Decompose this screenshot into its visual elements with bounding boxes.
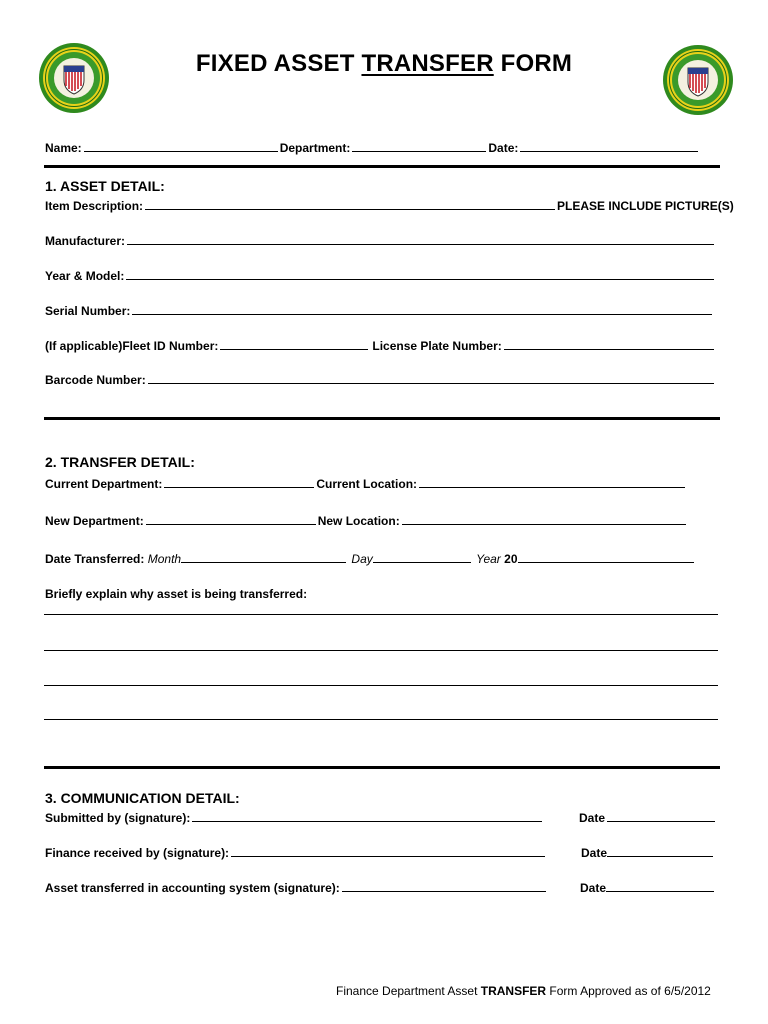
explain-line[interactable] <box>44 685 718 686</box>
current-location-field[interactable] <box>419 476 685 488</box>
year-model-label: Year & Model: <box>45 269 125 283</box>
submitted-by-signature-field[interactable] <box>192 810 542 822</box>
barcode-label: Barcode Number: <box>45 373 146 387</box>
submitted-row <box>45 810 544 825</box>
finance-row <box>45 845 547 860</box>
name-label: Name: <box>45 141 82 155</box>
item-description-row <box>45 198 734 213</box>
asset-transferred-label: Asset transferred in accounting system (signature): <box>45 881 340 895</box>
item-description-label: Item Description: <box>45 199 144 213</box>
form-title <box>0 50 768 78</box>
title-emphasis: TRANSFER <box>361 50 494 77</box>
name-field[interactable] <box>84 140 278 152</box>
new-location-field[interactable] <box>402 513 686 525</box>
title-suffix: FORM <box>493 50 573 77</box>
year-model-row <box>45 268 716 283</box>
year-field[interactable] <box>518 551 694 563</box>
manufacturer-row <box>45 233 716 248</box>
serial-number-label: Serial Number: <box>45 304 131 318</box>
footer-emphasis: TRANSFER <box>480 984 547 998</box>
fleet-id-label: (If applicable)Fleet ID Number: <box>45 339 219 353</box>
submitted-date-row <box>579 810 717 825</box>
new-department-field[interactable] <box>146 513 316 525</box>
current-department-label: Current Department: <box>45 477 163 491</box>
day-label: Day <box>351 552 373 566</box>
footer-note <box>336 984 711 998</box>
finance-date-field[interactable] <box>607 845 713 857</box>
manufacturer-field[interactable] <box>127 233 714 245</box>
barcode-field[interactable] <box>148 372 714 384</box>
footer-prefix: Finance Department Asset <box>336 984 481 998</box>
current-department-field[interactable] <box>164 476 314 488</box>
year-label: Year <box>476 552 501 566</box>
submitted-by-label: Submitted by (signature): <box>45 811 191 825</box>
serial-number-row <box>45 303 714 318</box>
license-plate-label: License Plate Number: <box>372 339 502 353</box>
new-department-label: New Department: <box>45 514 144 528</box>
date-field[interactable] <box>520 140 698 152</box>
communication-detail-heading: 3. COMMUNICATION DETAIL: <box>45 790 240 806</box>
serial-number-field[interactable] <box>132 303 712 315</box>
department-label: Department: <box>279 141 351 155</box>
department-field[interactable] <box>352 140 486 152</box>
title-prefix: FIXED ASSET <box>195 50 362 77</box>
new-location-label: New Location: <box>317 514 400 528</box>
date-label: Date: <box>488 141 519 155</box>
section-divider <box>44 417 720 420</box>
manufacturer-label: Manufacturer: <box>45 234 126 248</box>
submitted-date-field[interactable] <box>607 810 715 822</box>
date-label: Date <box>580 881 607 895</box>
accounting-date-row <box>580 880 716 895</box>
explain-line[interactable] <box>44 614 718 615</box>
item-description-field[interactable] <box>145 198 555 210</box>
finance-date-row <box>581 845 715 860</box>
explain-line[interactable] <box>44 650 718 651</box>
barcode-row <box>45 372 716 387</box>
asset-transferred-signature-field[interactable] <box>342 880 546 892</box>
fleet-license-row <box>45 338 716 353</box>
accounting-date-field[interactable] <box>606 880 714 892</box>
picture-note: PLEASE INCLUDE PICTURE(S) <box>557 199 734 213</box>
footer-suffix: Form Approved as of 6/5/2012 <box>546 984 711 998</box>
asset-detail-heading: 1. ASSET DETAIL: <box>45 178 165 194</box>
date-label: Date <box>581 846 608 860</box>
current-location-label: Current Location: <box>316 477 418 491</box>
century-label: 20 <box>504 552 518 566</box>
month-field[interactable] <box>181 551 346 563</box>
fleet-id-field[interactable] <box>220 338 368 350</box>
finance-received-signature-field[interactable] <box>231 845 545 857</box>
explain-label: Briefly explain why asset is being transferred: <box>45 587 308 601</box>
date-label: Date <box>579 811 606 825</box>
day-field[interactable] <box>373 551 471 563</box>
accounting-row <box>45 880 548 895</box>
explain-line[interactable] <box>44 719 718 720</box>
new-row <box>45 513 688 528</box>
license-plate-field[interactable] <box>504 338 714 350</box>
transfer-detail-heading: 2. TRANSFER DETAIL: <box>45 454 195 470</box>
finance-received-label: Finance received by (signature): <box>45 846 230 860</box>
month-label: Month <box>147 552 182 566</box>
date-transferred-label: Date Transferred: <box>45 552 145 566</box>
year-model-field[interactable] <box>126 268 714 280</box>
section-divider <box>44 766 720 769</box>
current-row <box>45 476 687 491</box>
top-fields-row <box>45 140 700 155</box>
date-transferred-row <box>45 551 696 566</box>
section-divider <box>44 165 720 168</box>
